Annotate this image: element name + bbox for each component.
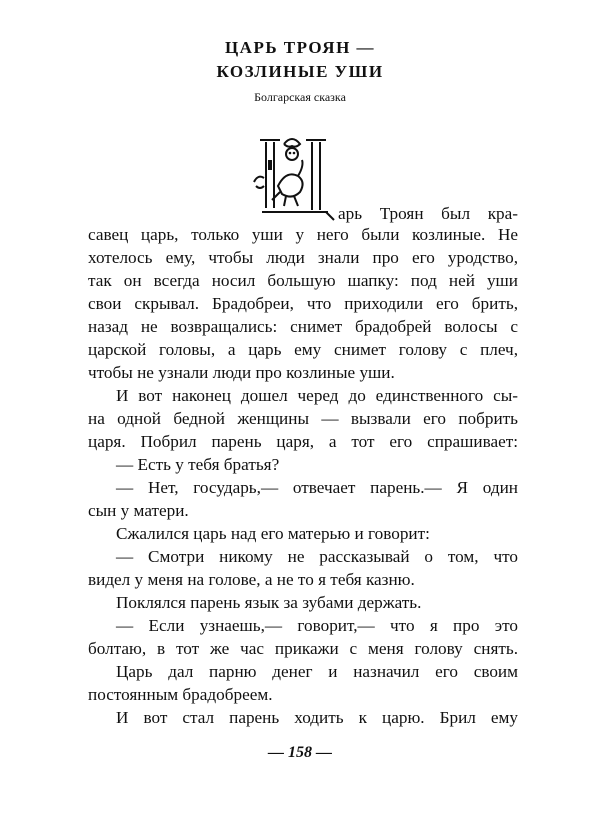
body-text-line: болтаю, в тот же час прикажи с меня голову снять. xyxy=(88,639,518,658)
body-text-line: — Нет, государь,— отвечает парень.— Я один xyxy=(116,478,518,497)
story-title-line-1: ЦАРЬ ТРОЯН — xyxy=(224,38,376,57)
body-text-line: на одной бедной женщины — вызвали его побрить xyxy=(88,409,518,428)
body-text-line: видел у меня на голове, а не то я тебя казню. xyxy=(88,570,415,589)
page-number: — 158 — xyxy=(268,744,332,761)
body-text-line: так он всегда носил большую шапку: под ней уши xyxy=(88,271,518,290)
body-text-line: И вот наконец дошел черед до единственного сы- xyxy=(116,386,518,405)
body-text-line: постоянным брадобреем. xyxy=(88,685,273,704)
body-text-line: савец царь, только уши у него были козлиные. Не xyxy=(88,225,518,244)
body-text-line: И вот стал парень ходить к царю. Брил ему xyxy=(116,708,518,727)
body-text-line: Царь дал парню денег и назначил его своим xyxy=(116,662,518,681)
body-text-line: назад не возвращались: снимет брадобрей волосы с xyxy=(88,317,518,336)
body-text-line: чтобы не узнали люди про козлиные уши. xyxy=(88,363,395,382)
body-text-line: царя. Побрил парень царя, а тот его спрашивает: xyxy=(88,432,518,451)
body-text-line: — Есть у тебя братья? xyxy=(116,455,280,474)
body-text-line: хотелось ему, чтобы люди знали про его уродство, xyxy=(88,248,518,267)
body-text-line: свои скрывал. Брадобреи, что приходили его брить, xyxy=(88,294,518,313)
body-text-line: — Смотри никому не рассказывай о том, что xyxy=(116,547,518,566)
story-title-line-2: КОЗЛИНЫЕ УШИ xyxy=(216,62,384,81)
body-text-line: — Если узнаешь,— говорит,— что я про это xyxy=(116,616,518,635)
body-text-line: Сжалился царь над его матерью и говорит: xyxy=(116,524,430,543)
body-text-line: Поклялся парень язык за зубами держать. xyxy=(116,593,422,612)
body-text-line: царской головы, а царь ему снимет голову с плеч, xyxy=(88,340,518,359)
drop-cap-initial-illustration xyxy=(252,130,338,222)
story-subtitle: Болгарская сказка xyxy=(254,90,346,104)
body-text-line: арь Троян был кра- xyxy=(338,204,518,223)
body-text-line: сын у матери. xyxy=(88,501,189,520)
